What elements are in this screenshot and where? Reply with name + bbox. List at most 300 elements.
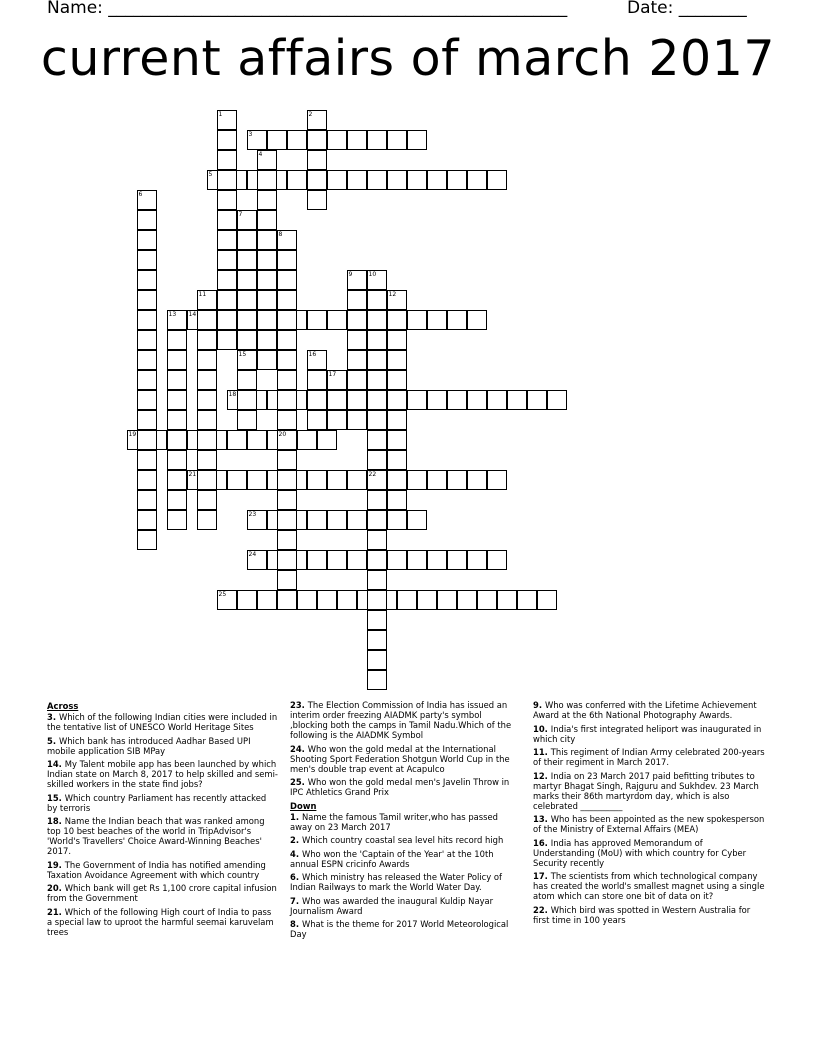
grid-cell[interactable]: [387, 550, 407, 570]
clue-text: Which of the following High court of India to pass a special law to uproot the harmful seemai karuvelam trees: [47, 906, 274, 937]
grid-cell-16[interactable]: [307, 350, 327, 370]
clue-text: What is the theme for 2017 World Meteorological Day: [290, 919, 509, 939]
grid-cell[interactable]: [167, 350, 187, 370]
grid-cell[interactable]: [307, 370, 327, 390]
grid-cell[interactable]: [367, 550, 387, 570]
grid-cell[interactable]: [257, 350, 277, 370]
clue-number-label: 5: [208, 170, 213, 178]
clue-number-label: 21: [188, 470, 197, 478]
grid-cell[interactable]: [477, 590, 497, 610]
clue-text: India on 23 March 2017 paid befitting tributes to martyr Bhagat Singh, Rajguru and Sukhdev. 23 March marks their 86th martyrdom day, which is also celebrated __________: [533, 770, 759, 811]
clue-text: The Government of India has notified amending Taxation Avoidance Agreement with which country: [47, 859, 266, 880]
grid-cell[interactable]: [237, 370, 257, 390]
grid-cell-4[interactable]: [257, 150, 277, 170]
clue-number: 23.: [290, 700, 308, 710]
grid-cell[interactable]: [337, 590, 357, 610]
clue-text: Which bank will get Rs 1,100 crore capital infusion from the Government: [47, 883, 277, 903]
grid-cell[interactable]: [137, 470, 157, 490]
grid-cell[interactable]: [257, 170, 277, 190]
clue-item: [533, 771, 765, 811]
grid-cell[interactable]: [197, 390, 217, 410]
grid-cell[interactable]: [277, 470, 297, 490]
clue-number: 22.: [533, 904, 551, 915]
grid-cell[interactable]: [347, 350, 367, 370]
grid-cell-7[interactable]: [237, 210, 257, 230]
grid-cell[interactable]: [307, 410, 327, 430]
clue-number-label: 10: [368, 270, 377, 278]
clue-number-label: 25: [218, 590, 227, 598]
clue-text: Which ministry has released the Water Policy of Indian Railways to mark the World Water Day.: [290, 872, 502, 892]
grid-cell[interactable]: [217, 290, 237, 310]
grid-cell[interactable]: [367, 510, 387, 530]
grid-cell[interactable]: [367, 350, 387, 370]
grid-cell[interactable]: [257, 250, 277, 270]
grid-cell[interactable]: [387, 330, 407, 350]
grid-cell[interactable]: [287, 170, 307, 190]
grid-cell[interactable]: [237, 310, 257, 330]
grid-cell[interactable]: [237, 330, 257, 350]
clue-number-label: 19: [128, 430, 137, 438]
grid-cell-11[interactable]: [197, 290, 217, 310]
clue-number-label: 18: [228, 390, 237, 398]
grid-cell[interactable]: [507, 390, 527, 410]
grid-cell[interactable]: [407, 470, 427, 490]
grid-cell[interactable]: [467, 170, 487, 190]
clue-item: [290, 700, 522, 740]
grid-cell[interactable]: [137, 270, 157, 290]
grid-cell[interactable]: [217, 270, 237, 290]
grid-cell[interactable]: [247, 430, 267, 450]
grid-cell[interactable]: [387, 310, 407, 330]
clue-number: 1.: [290, 811, 302, 822]
grid-cell[interactable]: [457, 590, 477, 610]
grid-cell[interactable]: [487, 170, 507, 190]
grid-cell[interactable]: [327, 550, 347, 570]
grid-cell[interactable]: [547, 390, 567, 410]
grid-cell[interactable]: [387, 390, 407, 410]
grid-cell[interactable]: [277, 510, 297, 530]
grid-cell[interactable]: [307, 470, 327, 490]
clue-item: [290, 744, 522, 774]
grid-cell[interactable]: [387, 430, 407, 450]
grid-cell[interactable]: [137, 410, 157, 430]
grid-cell-2[interactable]: [307, 110, 327, 130]
grid-cell[interactable]: [427, 390, 447, 410]
grid-cell[interactable]: [217, 230, 237, 250]
clue-item: [533, 871, 765, 901]
grid-cell[interactable]: [317, 590, 337, 610]
grid-cell[interactable]: [367, 650, 387, 670]
clue-item: [533, 838, 765, 868]
clue-number: 3.: [47, 712, 59, 722]
grid-cell[interactable]: [277, 270, 297, 290]
grid-cell[interactable]: [307, 130, 327, 150]
grid-cell[interactable]: [277, 490, 297, 510]
grid-cell[interactable]: [387, 170, 407, 190]
grid-cell[interactable]: [317, 430, 337, 450]
grid-cell[interactable]: [237, 270, 257, 290]
clue-number-label: 7: [238, 210, 243, 218]
grid-cell[interactable]: [227, 430, 247, 450]
grid-cell[interactable]: [347, 330, 367, 350]
clue-item: [533, 905, 765, 925]
grid-cell[interactable]: [137, 230, 157, 250]
clue-number: 11.: [533, 747, 551, 757]
grid-cell[interactable]: [387, 370, 407, 390]
grid-cell[interactable]: [367, 490, 387, 510]
grid-cell[interactable]: [407, 510, 427, 530]
grid-cell[interactable]: [277, 250, 297, 270]
clue-text: Who was awarded the inaugural Kuldip Nayar Journalism Award: [290, 895, 494, 916]
clue-item: [47, 736, 279, 756]
grid-cell[interactable]: [137, 250, 157, 270]
grid-cell[interactable]: [387, 490, 407, 510]
grid-cell[interactable]: [447, 390, 467, 410]
grid-cell[interactable]: [327, 170, 347, 190]
clue-number-label: 9: [348, 270, 353, 278]
clue-item: [290, 872, 522, 892]
grid-cell-10[interactable]: [367, 270, 387, 290]
clue-item: [290, 896, 522, 916]
grid-cell[interactable]: [347, 390, 367, 410]
grid-cell[interactable]: [347, 550, 367, 570]
across-heading: Across: [47, 701, 79, 711]
grid-cell[interactable]: [387, 450, 407, 470]
grid-cell[interactable]: [217, 330, 237, 350]
grid-cell[interactable]: [167, 330, 187, 350]
clue-item: [290, 919, 522, 939]
grid-cell[interactable]: [277, 330, 297, 350]
grid-cell-8[interactable]: [277, 230, 297, 250]
grid-cell[interactable]: [307, 190, 327, 210]
clue-text: Which bird was spotted in Western Australia for first time in 100 years: [533, 904, 751, 925]
grid-cell[interactable]: [487, 550, 507, 570]
grid-cell-15[interactable]: [237, 350, 257, 370]
grid-cell-24[interactable]: [247, 550, 267, 570]
grid-cell[interactable]: [137, 510, 157, 530]
grid-cell[interactable]: [367, 670, 387, 690]
clue-item: [47, 759, 279, 789]
grid-cell[interactable]: [307, 510, 327, 530]
grid-cell[interactable]: [137, 210, 157, 230]
clue-text: My Talent mobile app has been launched by which Indian state on March 8, 2017 to help skilled and semi-skilled workers in the state find jobs?: [47, 759, 278, 789]
grid-cell[interactable]: [277, 570, 297, 590]
clue-text: Who won the gold medal at the International Shooting Sport Federation Shotgun World Cup in the men's double trap event at Acapulco: [290, 743, 510, 774]
grid-cell[interactable]: [197, 310, 217, 330]
clue-text: Who has been appointed as the new spokesperson of the Ministry of External Affairs (MEA): [533, 814, 765, 834]
grid-cell[interactable]: [277, 350, 297, 370]
grid-cell[interactable]: [167, 390, 187, 410]
grid-cell-1[interactable]: [217, 110, 237, 130]
grid-cell[interactable]: [427, 170, 447, 190]
clue-number: 12.: [533, 770, 551, 781]
grid-cell[interactable]: [237, 230, 257, 250]
clue-number: 16.: [533, 837, 551, 848]
grid-cell[interactable]: [197, 470, 217, 490]
grid-cell[interactable]: [137, 350, 157, 370]
grid-cell-12[interactable]: [387, 290, 407, 310]
grid-cell[interactable]: [347, 310, 367, 330]
clue-number: 24.: [290, 743, 308, 754]
grid-cell[interactable]: [137, 310, 157, 330]
grid-cell[interactable]: [277, 590, 297, 610]
grid-cell[interactable]: [327, 510, 347, 530]
grid-cell[interactable]: [257, 230, 277, 250]
grid-cell[interactable]: [137, 290, 157, 310]
grid-cell[interactable]: [347, 470, 367, 490]
grid-cell[interactable]: [167, 450, 187, 470]
clue-text: Who won the gold medal men's Javelin Throw in IPC Athletics Grand Prix: [290, 777, 510, 797]
grid-cell[interactable]: [407, 390, 427, 410]
grid-cell[interactable]: [277, 550, 297, 570]
grid-cell[interactable]: [197, 430, 217, 450]
grid-cell[interactable]: [167, 470, 187, 490]
grid-cell-25[interactable]: [217, 590, 237, 610]
clue-number: 21.: [47, 906, 65, 917]
grid-cell[interactable]: [537, 590, 557, 610]
clue-text: The Election Commission of India has issued an interim order freezing AIADMK party's symbol ,blocking both the camps in Tamil Nadu.Which of the following is the AIADMK Symbol: [290, 700, 512, 740]
clue-number-label: 1: [218, 110, 223, 118]
grid-cell[interactable]: [467, 550, 487, 570]
grid-cell[interactable]: [427, 550, 447, 570]
grid-cell[interactable]: [137, 370, 157, 390]
clue-number: 8.: [290, 919, 302, 929]
grid-cell[interactable]: [407, 310, 427, 330]
grid-cell[interactable]: [467, 390, 487, 410]
grid-cell[interactable]: [137, 450, 157, 470]
clue-item: [290, 849, 522, 869]
clue-column-2: [290, 700, 522, 943]
grid-cell[interactable]: [387, 130, 407, 150]
grid-cell[interactable]: [247, 470, 267, 490]
grid-cell[interactable]: [497, 590, 517, 610]
grid-cell[interactable]: [347, 170, 367, 190]
clue-item: [47, 816, 279, 856]
clue-number-label: 11: [198, 290, 207, 298]
clue-number-label: 15: [238, 350, 247, 358]
grid-cell[interactable]: [327, 130, 347, 150]
grid-cell[interactable]: [367, 370, 387, 390]
grid-cell[interactable]: [367, 450, 387, 470]
clue-number-label: 12: [388, 290, 397, 298]
date-field-label: Date: ________: [627, 0, 747, 18]
grid-cell[interactable]: [387, 470, 407, 490]
grid-cell[interactable]: [137, 430, 157, 450]
grid-cell[interactable]: [427, 310, 447, 330]
grid-cell-9[interactable]: [347, 270, 367, 290]
grid-cell[interactable]: [217, 130, 237, 150]
grid-cell[interactable]: [237, 250, 257, 270]
grid-cell[interactable]: [447, 310, 467, 330]
grid-cell[interactable]: [437, 590, 457, 610]
grid-cell[interactable]: [367, 430, 387, 450]
clue-text: Which country Parliament has recently attacked by terroris: [47, 792, 267, 813]
grid-cell[interactable]: [297, 430, 317, 450]
grid-cell[interactable]: [137, 330, 157, 350]
grid-cell[interactable]: [237, 290, 257, 310]
clue-column-3: [533, 700, 765, 928]
grid-cell[interactable]: [217, 250, 237, 270]
clue-number: 5.: [47, 735, 59, 746]
grid-cell[interactable]: [487, 470, 507, 490]
clue-item: [290, 812, 522, 832]
clue-number: 10.: [533, 723, 551, 734]
clue-text: Who was conferred with the Lifetime Achievement Award at the 6th National Photography Awards.: [533, 700, 757, 720]
grid-cell[interactable]: [197, 330, 217, 350]
grid-cell[interactable]: [347, 410, 367, 430]
grid-cell[interactable]: [167, 510, 187, 530]
grid-cell[interactable]: [367, 330, 387, 350]
grid-cell[interactable]: [447, 170, 467, 190]
grid-cell[interactable]: [347, 510, 367, 530]
grid-cell[interactable]: [367, 310, 387, 330]
grid-cell[interactable]: [167, 370, 187, 390]
grid-cell[interactable]: [417, 590, 437, 610]
grid-cell[interactable]: [277, 290, 297, 310]
grid-cell[interactable]: [217, 210, 237, 230]
grid-cell[interactable]: [197, 350, 217, 370]
grid-cell[interactable]: [307, 170, 327, 190]
clue-number-label: 13: [168, 310, 177, 318]
grid-cell[interactable]: [307, 550, 327, 570]
grid-cell[interactable]: [367, 290, 387, 310]
grid-cell-23[interactable]: [247, 510, 267, 530]
grid-cell[interactable]: [387, 410, 407, 430]
grid-cell[interactable]: [327, 470, 347, 490]
grid-cell-3[interactable]: [247, 130, 267, 150]
grid-cell[interactable]: [257, 290, 277, 310]
grid-cell[interactable]: [347, 130, 367, 150]
grid-cell[interactable]: [347, 290, 367, 310]
grid-cell[interactable]: [257, 270, 277, 290]
clue-number: 18.: [47, 816, 65, 826]
grid-cell[interactable]: [257, 210, 277, 230]
grid-cell[interactable]: [197, 370, 217, 390]
grid-cell[interactable]: [277, 530, 297, 550]
grid-cell[interactable]: [367, 130, 387, 150]
grid-cell[interactable]: [217, 150, 237, 170]
grid-cell[interactable]: [447, 470, 467, 490]
grid-cell[interactable]: [487, 390, 507, 410]
grid-cell[interactable]: [407, 170, 427, 190]
clue-number: 14.: [47, 759, 65, 769]
grid-cell[interactable]: [367, 530, 387, 550]
grid-cell[interactable]: [237, 590, 257, 610]
grid-cell[interactable]: [347, 370, 367, 390]
grid-cell[interactable]: [227, 470, 247, 490]
clue-number: 17.: [533, 871, 551, 881]
grid-cell[interactable]: [217, 170, 237, 190]
grid-cell[interactable]: [307, 390, 327, 410]
clue-item: [47, 883, 279, 903]
grid-cell[interactable]: [267, 130, 287, 150]
clue-item: [533, 700, 765, 720]
grid-cell[interactable]: [367, 630, 387, 650]
grid-cell[interactable]: [287, 130, 307, 150]
grid-cell[interactable]: [277, 450, 297, 470]
grid-cell[interactable]: [237, 390, 257, 410]
grid-cell[interactable]: [387, 350, 407, 370]
name-field-label: Name: ______________________________________________________: [47, 0, 568, 18]
grid-cell[interactable]: [137, 530, 157, 550]
grid-cell-22[interactable]: [367, 470, 387, 490]
grid-cell[interactable]: [367, 170, 387, 190]
clue-number-label: 6: [138, 190, 143, 198]
grid-cell[interactable]: [407, 550, 427, 570]
grid-cell-20[interactable]: [277, 430, 297, 450]
grid-cell[interactable]: [277, 410, 297, 430]
grid-cell[interactable]: [137, 490, 157, 510]
clue-text: India has approved Memorandum of Understanding (MoU) with which country for Cyber Security recently: [533, 837, 747, 868]
grid-cell[interactable]: [197, 450, 217, 470]
grid-cell[interactable]: [167, 410, 187, 430]
grid-cell[interactable]: [237, 410, 257, 430]
grid-cell[interactable]: [327, 390, 347, 410]
grid-cell[interactable]: [367, 390, 387, 410]
grid-cell[interactable]: [307, 310, 327, 330]
grid-cell[interactable]: [217, 190, 237, 210]
grid-cell-13[interactable]: [167, 310, 187, 330]
grid-cell[interactable]: [397, 590, 417, 610]
grid-cell[interactable]: [327, 410, 347, 430]
clue-text: Which bank has introduced Aadhar Based UPI mobile application SIB MPay: [47, 735, 251, 756]
clue-number: 2.: [290, 835, 302, 845]
grid-cell[interactable]: [467, 310, 487, 330]
grid-cell[interactable]: [257, 310, 277, 330]
clue-column-1: [47, 700, 279, 940]
grid-cell[interactable]: [217, 310, 237, 330]
clue-item: [47, 860, 279, 880]
grid-cell-6[interactable]: [137, 190, 157, 210]
grid-cell[interactable]: [527, 390, 547, 410]
clue-text: Which country coastal sea level hits record high: [301, 835, 504, 845]
clue-number-label: 4: [258, 150, 263, 158]
grid-cell[interactable]: [277, 310, 297, 330]
grid-cell[interactable]: [257, 330, 277, 350]
grid-cell[interactable]: [137, 390, 157, 410]
grid-cell[interactable]: [197, 410, 217, 430]
clue-text: This regiment of Indian Army celebrated 200-years of their regiment in March 2017.: [533, 747, 765, 767]
grid-cell[interactable]: [367, 610, 387, 630]
grid-cell[interactable]: [197, 490, 217, 510]
grid-cell[interactable]: [367, 590, 387, 610]
grid-cell-17[interactable]: [327, 370, 347, 390]
grid-cell[interactable]: [387, 510, 407, 530]
grid-cell[interactable]: [427, 470, 447, 490]
grid-cell[interactable]: [257, 590, 277, 610]
grid-cell[interactable]: [167, 490, 187, 510]
grid-cell[interactable]: [257, 190, 277, 210]
grid-cell[interactable]: [367, 570, 387, 590]
clue-number-label: 16: [308, 350, 317, 358]
grid-cell[interactable]: [447, 550, 467, 570]
grid-cell[interactable]: [277, 370, 297, 390]
grid-cell[interactable]: [307, 150, 327, 170]
clue-number-label: 3: [248, 130, 253, 138]
grid-cell[interactable]: [197, 510, 217, 530]
clue-number-label: 20: [278, 430, 287, 438]
grid-cell[interactable]: [467, 470, 487, 490]
grid-cell[interactable]: [367, 410, 387, 430]
grid-cell[interactable]: [277, 390, 297, 410]
grid-cell[interactable]: [297, 590, 317, 610]
grid-cell[interactable]: [167, 430, 187, 450]
grid-cell[interactable]: [517, 590, 537, 610]
clue-text: Who won the 'Captain of the Year' at the 10th annual ESPN cricinfo Awards: [290, 848, 494, 869]
clue-number: 25.: [290, 777, 308, 787]
grid-cell[interactable]: [327, 310, 347, 330]
grid-cell[interactable]: [407, 130, 427, 150]
